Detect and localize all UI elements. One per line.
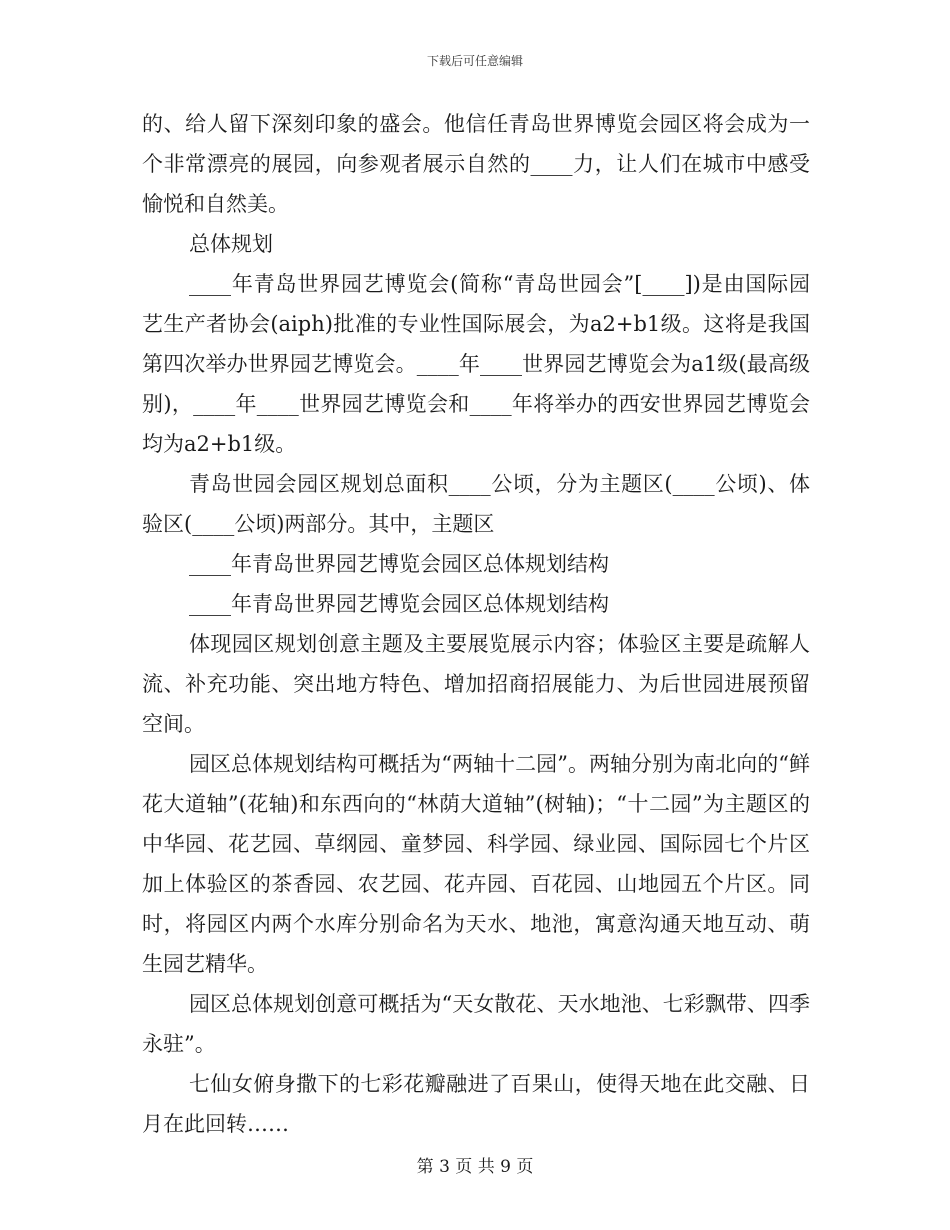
paragraph-5: 园区总体规划结构可概括为“两轴十二园”。两轴分别为南北向的“鲜花大道轴”(花轴)和东西向的“林荫大道轴”(树轴)；“十二园”为主题区的中华园、花艺园、草纲园、童梦园、科学园、绿业园、国际园七个片区加上体验区的茶香园、农艺园、花卉园、百花园、山地园五个片区。同时，将园区内两个水库分别命名为天水、地池，寓意沟通天地互动、萌生园艺精华。 (142, 752, 810, 976)
page-header: 下载后可任意编辑 (426, 54, 523, 68)
paragraph-4: 体现园区规划创意主题及主要展览展示内容；体验区主要是疏解人流、补充功能、突出地方特色、增加招商招展能力、为后世园进展预留空间。 (142, 632, 810, 736)
paragraph-6: 园区总体规划创意可概括为“天女散花、天水地池、七彩飘带、四季永驻”。 (142, 992, 810, 1056)
figure-caption-1: ____年青岛世界园艺博览会园区总体规划结构 (189, 552, 609, 576)
paragraph-1: 的、给人留下深刻印象的盛会。他信任青岛世界博览会园区将会成为一个非常漂亮的展园，向参观者展示自然的____力，让人们在城市中感受愉悦和自然美。 (142, 112, 810, 216)
paragraph-2: ____年青岛世界园艺博览会(简称“青岛世园会”[____])是由国际园艺生产者协会(aiph)批准的专业性国际展会，为a2+b1级。这将是我国第四次举办世界园艺博览会。____年____世界园艺博览会为a1级(最高级别)，____年____世界园艺博览会和____年将举办的西安世界园艺博览会均为a2+b1级。 (142, 272, 810, 456)
paragraph-7: 七仙女俯身撒下的七彩花瓣融进了百果山，使得天地在此交融、日月在此回转…… (142, 1072, 810, 1136)
paragraph-3: 青岛世园会园区规划总面积____公顷，分为主题区(____公顷)、体验区(____公顷)两部分。其中，主题区 (142, 472, 810, 536)
section-heading: 总体规划 (189, 232, 273, 256)
document-body (142, 104, 810, 1144)
figure-caption-2: ____年青岛世界园艺博览会园区总体规划结构 (189, 592, 609, 616)
page-number-footer: 第 3 页 共 9 页 (416, 1157, 534, 1177)
